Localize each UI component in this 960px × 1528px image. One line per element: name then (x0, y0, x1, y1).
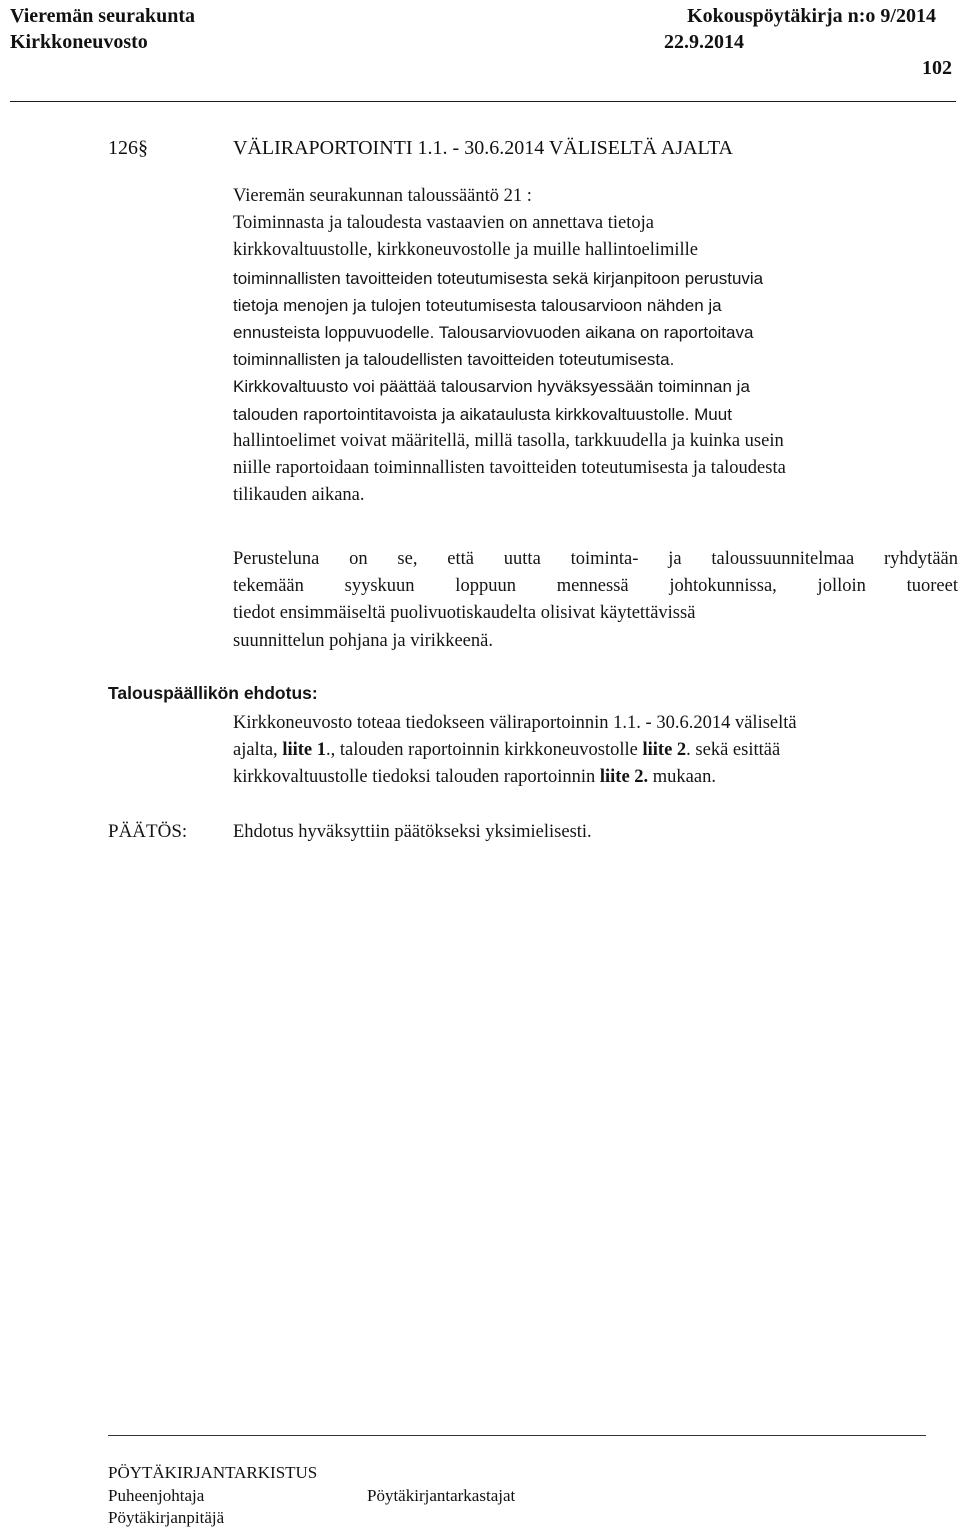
financial-rules-paragraph (233, 183, 786, 509)
proposal-line: kirkkovaltuustolle tiedoksi talouden raportoinnin liite 2. mukaan. (233, 767, 716, 788)
chair-label: Puheenjohtaja (108, 1486, 205, 1505)
attachment-ref: liite 2. (599, 767, 649, 788)
rules-line: talouden raportointitavoista ja aikataulusta kirkkovaltuustolle. Muut (233, 404, 732, 424)
reasoning-paragraph (233, 546, 958, 655)
proposal-line: ajalta, liite 1., talouden raportoinnin kirkkoneuvostolle liite 2. sekä esittää (233, 740, 781, 761)
rules-line: tilikauden aikana. (233, 485, 365, 506)
rules-line: Kirkkovaltuusto voi päättää talousarvion hyväksyessään toiminnan ja (233, 377, 750, 397)
decision-text: Ehdotus hyväksyttiin päätökseksi yksimielisesti. (233, 822, 592, 842)
attachment-ref: liite 2 (642, 740, 687, 761)
attachment-ref: liite 1 (282, 740, 326, 761)
proposal-label: Talouspäällikön ehdotus: (108, 683, 318, 703)
reasoning-line: suunnittelun pohjana ja virikkeenä. (233, 630, 493, 651)
secretary-label: Pöytäkirjanpitäjä (108, 1508, 225, 1527)
page-number: 102 (922, 57, 952, 79)
reasoning-line: Perusteluna on se, että uutta toiminta- ja taloussuunnitelmaa ryhdytään (233, 549, 958, 569)
checkers-label: Pöytäkirjantarkastajat (367, 1486, 516, 1505)
rules-line: tietoja menojen ja tulojen toteutumisesta talousarvioon nähden ja (233, 295, 722, 315)
rules-line: kirkkovaltuustolle, kirkkoneuvostolle ja muille hallintoelimille (233, 240, 698, 261)
header-divider (10, 101, 956, 102)
decision-label: PÄÄTÖS: (108, 821, 188, 842)
minutes-review-heading: PÖYTÄKIRJANTARKISTUS (108, 1463, 318, 1482)
rules-line: hallintoelimet voivat määritellä, millä tasolla, tarkkuudella ja kuinka usein (233, 430, 784, 451)
rules-line: Vieremän seurakunnan taloussääntö 21 : (233, 186, 532, 206)
proposal-line: Kirkkoneuvosto toteaa tiedokseen väliraportoinnin 1.1. - 30.6.2014 väliseltä (233, 713, 797, 733)
rules-line: Toiminnasta ja taloudesta vastaavien on annettava tietoja (233, 213, 654, 234)
reasoning-line: tiedot ensimmäiseltä puolivuotiskaudelta olisivat käytettävissä (233, 603, 696, 624)
section-number: 126§ (108, 137, 148, 159)
meeting-date: 22.9.2014 (664, 31, 744, 53)
reasoning-line: tekemään syyskuun loppuun mennessä johtokunnissa, jolloin tuoreet (233, 576, 958, 597)
proposal-text (233, 710, 797, 792)
rules-line: niille raportoidaan toiminnallisten tavoitteiden toteutumisesta ja taloudesta (233, 458, 786, 479)
footer-divider (108, 1435, 926, 1436)
organization-name: Vieremän seurakunta (10, 5, 195, 27)
governing-body: Kirkkoneuvosto (10, 31, 148, 53)
document-title: Kokouspöytäkirja n:o 9/2014 (687, 5, 936, 27)
rules-line: toiminnallisten tavoitteiden toteutumisesta sekä kirjanpitoon perustuvia (233, 268, 764, 288)
rules-line: ennusteista loppuvuodelle. Talousarviovuoden aikana on raportoitava (233, 323, 754, 343)
rules-line: toiminnallisten ja taloudellisten tavoitteiden toteutumisesta. (233, 350, 675, 370)
section-title: VÄLIRAPORTOINTI 1.1. - 30.6.2014 VÄLISELTÄ AJALTA (233, 137, 733, 159)
